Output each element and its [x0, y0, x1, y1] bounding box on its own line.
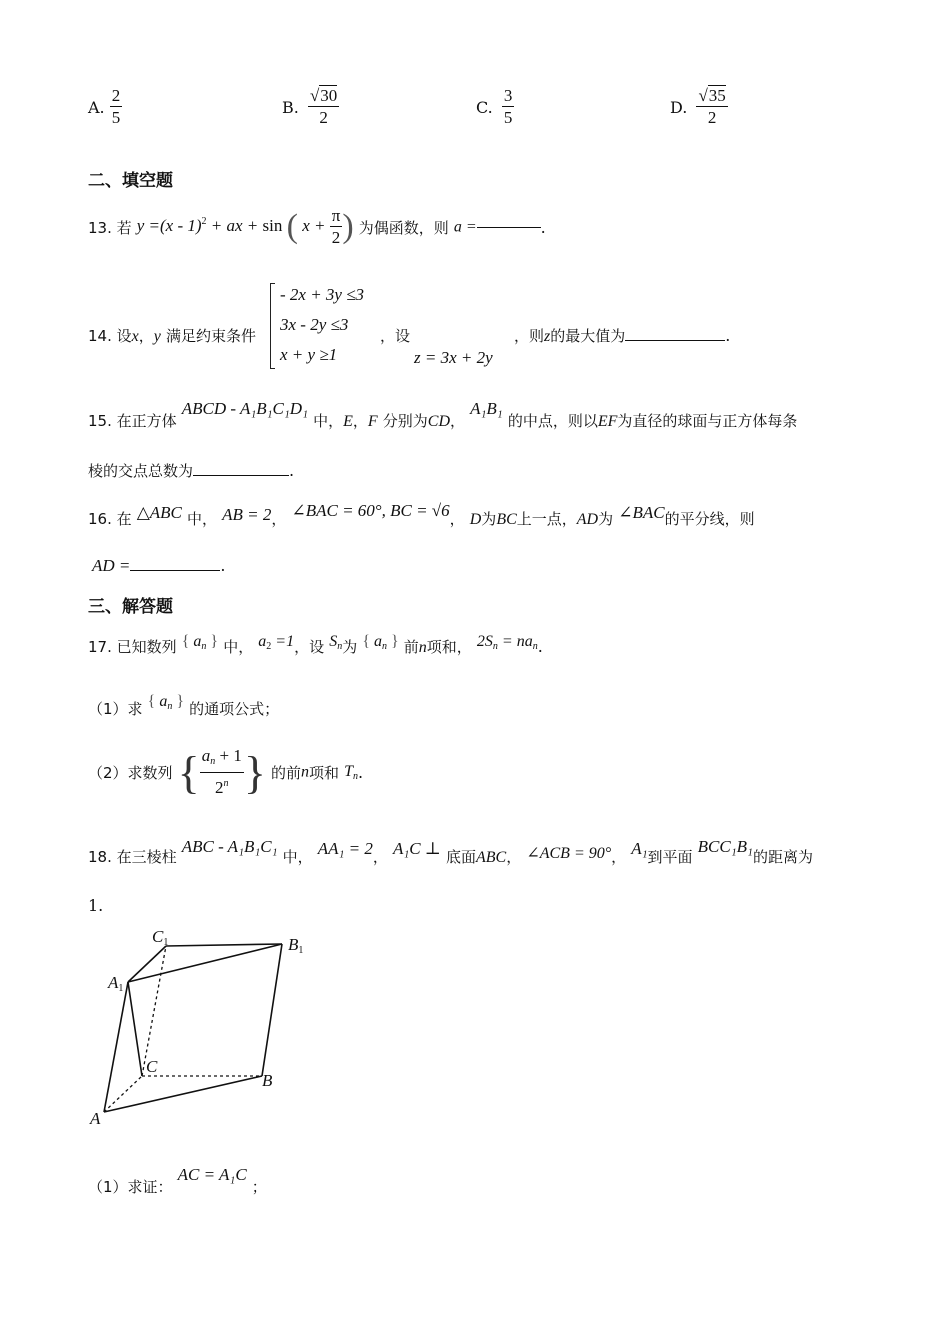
- edge-A-B: [104, 1076, 262, 1112]
- q14-objective: z = 3x + 2y: [414, 348, 493, 367]
- question-18: 18. 在三棱柱 ABC - A₁B₁C₁ 中， AA₁ = 2， A₁C ⊥ 底面ABC， ∠ACB = 90°， A₁到平面 BCC₁B₁的距离为: [88, 837, 813, 866]
- question-15-line-2: 棱的交点总数为 .: [88, 461, 295, 480]
- question-13: 13. 若 y =(x - 1)$^2$ + ax + sin ( x + $\frac{\pi}{2}$ ) 为偶函数，则 a = .: [88, 206, 546, 247]
- q13-answer-blank[interactable]: [477, 227, 541, 228]
- question-16: 16. 在 △ABC 中， AB = 2， ∠BAC = 60°, BC = √6， D为BC上一点，AD为 ∠BAC的平分线，则: [88, 501, 755, 528]
- option-d-fraction: $\frac{√35}{2}$: [698, 86, 726, 127]
- q16-answer-blank[interactable]: [130, 570, 220, 571]
- edge-A1-B1: [128, 944, 282, 982]
- q14-set: ，设: [380, 327, 411, 345]
- option-a: [88, 86, 122, 129]
- option-c: [476, 86, 514, 129]
- q14-answer-blank[interactable]: [625, 340, 725, 341]
- question-14: 14. 设x，y 满足约束条件: [88, 327, 256, 345]
- label-C1: C1: [152, 927, 169, 948]
- q13-function: y =(x - 1)$^2$ + ax + sin ( x + $\frac{\pi}{2}$ ): [136, 206, 354, 247]
- option-c-fraction: $\frac{3}{5}$: [503, 86, 513, 127]
- q15-answer-blank[interactable]: [193, 475, 289, 476]
- option-b-fraction: $\frac{√30}{2}$: [309, 86, 338, 127]
- option-b-label: B.: [282, 98, 299, 117]
- label-A1: A1: [108, 973, 124, 994]
- label-B: B: [262, 1071, 273, 1090]
- q14-tail: ，则z的最大值为 .: [514, 326, 731, 345]
- question-17: 17. 已知数列 { $a_n$ } 中， $a_2 =1$，设 $S_n$为 { $a_n$ } 前n项和， $2S_n = na_n$.: [88, 633, 543, 656]
- q14-constraint-1: - 2x + 3y ≤3: [280, 285, 365, 304]
- label-C: C: [146, 1057, 158, 1076]
- q14-constraint-3: x + y ≥1: [280, 345, 338, 364]
- question-16-line-2: AD = .: [92, 556, 226, 575]
- option-d: [670, 86, 728, 129]
- edge-A-A1: [104, 982, 128, 1112]
- label-B1: B1: [288, 935, 304, 956]
- option-c-label: C.: [476, 98, 493, 117]
- question-17-part-2: （2）求数列 { $\frac{a_n + 1}{2^n}$ } 的前n项和 $T_n$.: [88, 746, 364, 798]
- option-a-fraction: $\frac{2}{5}$: [111, 86, 121, 127]
- question-18-line-2: 1.: [88, 896, 104, 915]
- question-17-part-1: （1）求 { $a_n$ } 的通项公式；: [88, 693, 280, 718]
- section-heading-fill-in: 二、填空题: [88, 171, 173, 191]
- q14-constraint-brace: [270, 283, 275, 369]
- edge-C1-B1: [166, 944, 282, 946]
- section-heading-solutions: 三、解答题: [88, 597, 173, 617]
- q14-constraint-2: 3x - 2y ≤3: [280, 315, 349, 334]
- edge-A1-C: [128, 982, 142, 1076]
- label-A: A: [90, 1109, 101, 1128]
- option-b: [282, 86, 339, 129]
- edge-B-B1: [262, 944, 282, 1076]
- prism-figure: [80, 920, 320, 1135]
- question-15: 15. 在正方体 ABCD - A₁B₁C₁D₁ 中，E，F 分别为CD， A₁B₁ 的中点，则以EF为直径的球面与正方体每条: [88, 399, 798, 430]
- option-a-label: A.: [88, 98, 105, 117]
- option-d-label: D.: [670, 98, 688, 117]
- question-18-part-1: （1）求证： AC = A₁C ；: [88, 1165, 267, 1196]
